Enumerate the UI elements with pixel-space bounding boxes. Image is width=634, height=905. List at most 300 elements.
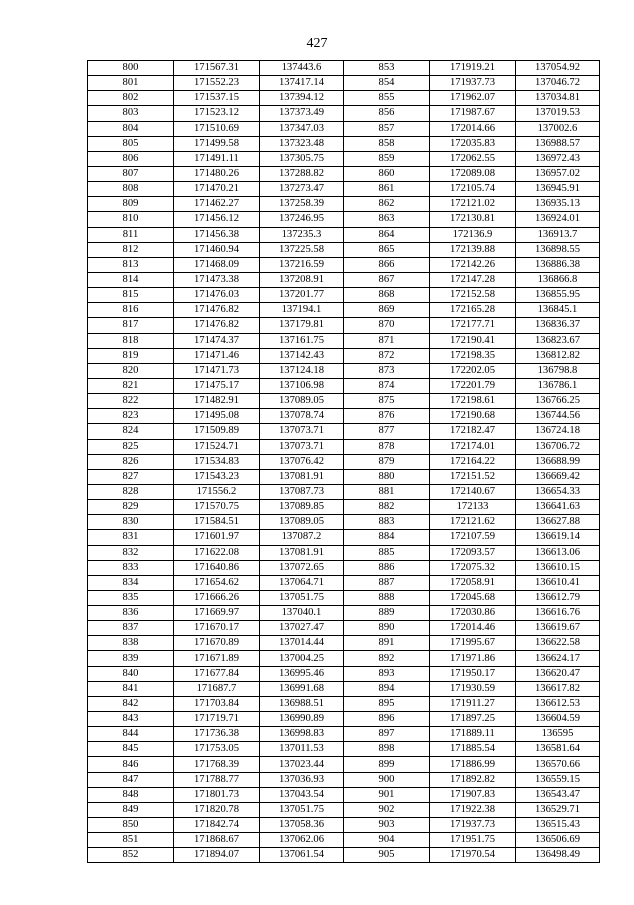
y-coordinate-cell: 137373.49: [260, 106, 344, 121]
y-coordinate-cell: 137142.43: [260, 348, 344, 363]
y-coordinate-cell: 136612.79: [516, 590, 600, 605]
table-row: [88, 742, 600, 757]
table-row: [88, 378, 600, 393]
point-number-cell: 897: [344, 727, 430, 742]
point-number-cell: 885: [344, 545, 430, 560]
coordinates-table-body: [88, 61, 600, 863]
point-number-cell: 843: [88, 712, 174, 727]
x-coordinate-cell: 171677.84: [174, 666, 260, 681]
y-coordinate-cell: 137072.65: [260, 560, 344, 575]
y-coordinate-cell: 137073.71: [260, 439, 344, 454]
x-coordinate-cell: 171951.75: [430, 833, 516, 848]
point-number-cell: 831: [88, 530, 174, 545]
y-coordinate-cell: 137062.06: [260, 833, 344, 848]
x-coordinate-cell: 171671.89: [174, 651, 260, 666]
x-coordinate-cell: 171523.12: [174, 106, 260, 121]
x-coordinate-cell: 172089.08: [430, 166, 516, 181]
point-number-cell: 892: [344, 651, 430, 666]
point-number-cell: 877: [344, 424, 430, 439]
x-coordinate-cell: 171894.07: [174, 848, 260, 863]
table-row: [88, 575, 600, 590]
point-number-cell: 809: [88, 197, 174, 212]
y-coordinate-cell: 136570.66: [516, 757, 600, 772]
point-number-cell: 850: [88, 818, 174, 833]
y-coordinate-cell: 137194.1: [260, 303, 344, 318]
y-coordinate-cell: 136595: [516, 727, 600, 742]
y-coordinate-cell: 137061.54: [260, 848, 344, 863]
table-row: [88, 772, 600, 787]
table-row: [88, 318, 600, 333]
x-coordinate-cell: 172164.22: [430, 454, 516, 469]
point-number-cell: 898: [344, 742, 430, 757]
x-coordinate-cell: 171482.91: [174, 394, 260, 409]
table-row: [88, 227, 600, 242]
point-number-cell: 878: [344, 439, 430, 454]
x-coordinate-cell: 172121.02: [430, 197, 516, 212]
y-coordinate-cell: 137051.75: [260, 590, 344, 605]
y-coordinate-cell: 136515.43: [516, 818, 600, 833]
y-coordinate-cell: 136581.64: [516, 742, 600, 757]
point-number-cell: 875: [344, 394, 430, 409]
x-coordinate-cell: 171885.54: [430, 742, 516, 757]
y-coordinate-cell: 136957.02: [516, 166, 600, 181]
x-coordinate-cell: 171788.77: [174, 772, 260, 787]
x-coordinate-cell: 171753.05: [174, 742, 260, 757]
x-coordinate-cell: 171892.82: [430, 772, 516, 787]
y-coordinate-cell: 136688.99: [516, 454, 600, 469]
point-number-cell: 820: [88, 363, 174, 378]
y-coordinate-cell: 137002.6: [516, 121, 600, 136]
x-coordinate-cell: 172147.28: [430, 272, 516, 287]
x-coordinate-cell: 171556.2: [174, 484, 260, 499]
y-coordinate-cell: 137089.05: [260, 515, 344, 530]
x-coordinate-cell: 172177.71: [430, 318, 516, 333]
x-coordinate-cell: 171476.03: [174, 288, 260, 303]
y-coordinate-cell: 137235.3: [260, 227, 344, 242]
table-row: [88, 106, 600, 121]
x-coordinate-cell: 171654.62: [174, 575, 260, 590]
point-number-cell: 872: [344, 348, 430, 363]
table-row: [88, 636, 600, 651]
point-number-cell: 893: [344, 666, 430, 681]
point-number-cell: 811: [88, 227, 174, 242]
point-number-cell: 884: [344, 530, 430, 545]
y-coordinate-cell: 137046.72: [516, 76, 600, 91]
point-number-cell: 876: [344, 409, 430, 424]
x-coordinate-cell: 171670.17: [174, 621, 260, 636]
x-coordinate-cell: 171456.38: [174, 227, 260, 242]
y-coordinate-cell: 137004.25: [260, 651, 344, 666]
table-row: [88, 61, 600, 76]
point-number-cell: 863: [344, 212, 430, 227]
table-row: [88, 590, 600, 605]
point-number-cell: 813: [88, 257, 174, 272]
point-number-cell: 899: [344, 757, 430, 772]
y-coordinate-cell: 136622.58: [516, 636, 600, 651]
y-coordinate-cell: 136559.15: [516, 772, 600, 787]
table-row: [88, 484, 600, 499]
point-number-cell: 882: [344, 500, 430, 515]
y-coordinate-cell: 136706.72: [516, 439, 600, 454]
point-number-cell: 864: [344, 227, 430, 242]
y-coordinate-cell: 136855.95: [516, 288, 600, 303]
x-coordinate-cell: 171820.78: [174, 802, 260, 817]
table-row: [88, 727, 600, 742]
table-row: [88, 787, 600, 802]
x-coordinate-cell: 171570.75: [174, 500, 260, 515]
y-coordinate-cell: 137087.73: [260, 484, 344, 499]
point-number-cell: 801: [88, 76, 174, 91]
point-number-cell: 869: [344, 303, 430, 318]
x-coordinate-cell: 171937.73: [430, 818, 516, 833]
table-row: [88, 469, 600, 484]
y-coordinate-cell: 136498.49: [516, 848, 600, 863]
point-number-cell: 874: [344, 378, 430, 393]
table-row: [88, 757, 600, 772]
y-coordinate-cell: 137034.81: [516, 91, 600, 106]
x-coordinate-cell: 172105.74: [430, 182, 516, 197]
x-coordinate-cell: 171495.08: [174, 409, 260, 424]
y-coordinate-cell: 136619.67: [516, 621, 600, 636]
x-coordinate-cell: 171889.11: [430, 727, 516, 742]
y-coordinate-cell: 136812.82: [516, 348, 600, 363]
point-number-cell: 849: [88, 802, 174, 817]
x-coordinate-cell: 172190.41: [430, 333, 516, 348]
y-coordinate-cell: 137043.54: [260, 787, 344, 802]
table-row: [88, 802, 600, 817]
x-coordinate-cell: 171670.89: [174, 636, 260, 651]
y-coordinate-cell: 136619.14: [516, 530, 600, 545]
point-number-cell: 836: [88, 606, 174, 621]
point-number-cell: 845: [88, 742, 174, 757]
x-coordinate-cell: 172202.05: [430, 363, 516, 378]
x-coordinate-cell: 171552.23: [174, 76, 260, 91]
x-coordinate-cell: 171886.99: [430, 757, 516, 772]
x-coordinate-cell: 171970.54: [430, 848, 516, 863]
y-coordinate-cell: 137394.12: [260, 91, 344, 106]
table-row: [88, 333, 600, 348]
table-row: [88, 515, 600, 530]
y-coordinate-cell: 137273.47: [260, 182, 344, 197]
x-coordinate-cell: 171509.89: [174, 424, 260, 439]
point-number-cell: 891: [344, 636, 430, 651]
y-coordinate-cell: 137347.03: [260, 121, 344, 136]
table-row: [88, 696, 600, 711]
point-number-cell: 883: [344, 515, 430, 530]
x-coordinate-cell: 171473.38: [174, 272, 260, 287]
table-row: [88, 136, 600, 151]
y-coordinate-cell: 137161.75: [260, 333, 344, 348]
x-coordinate-cell: 171937.73: [430, 76, 516, 91]
table-row: [88, 242, 600, 257]
y-coordinate-cell: 136616.76: [516, 606, 600, 621]
point-number-cell: 810: [88, 212, 174, 227]
point-number-cell: 894: [344, 681, 430, 696]
x-coordinate-cell: 171930.59: [430, 681, 516, 696]
y-coordinate-cell: 137443.6: [260, 61, 344, 76]
y-coordinate-cell: 137023.44: [260, 757, 344, 772]
table-row: [88, 76, 600, 91]
point-number-cell: 839: [88, 651, 174, 666]
table-row: [88, 848, 600, 863]
point-number-cell: 867: [344, 272, 430, 287]
point-number-cell: 804: [88, 121, 174, 136]
y-coordinate-cell: 136766.25: [516, 394, 600, 409]
point-number-cell: 827: [88, 469, 174, 484]
y-coordinate-cell: 136845.1: [516, 303, 600, 318]
x-coordinate-cell: 171995.67: [430, 636, 516, 651]
y-coordinate-cell: 137036.93: [260, 772, 344, 787]
x-coordinate-cell: 171842.74: [174, 818, 260, 833]
x-coordinate-cell: 171470.21: [174, 182, 260, 197]
point-number-cell: 860: [344, 166, 430, 181]
y-coordinate-cell: 137417.14: [260, 76, 344, 91]
y-coordinate-cell: 136990.89: [260, 712, 344, 727]
x-coordinate-cell: 171491.11: [174, 151, 260, 166]
x-coordinate-cell: 172035.83: [430, 136, 516, 151]
x-coordinate-cell: 172058.91: [430, 575, 516, 590]
x-coordinate-cell: 172075.32: [430, 560, 516, 575]
y-coordinate-cell: 137064.71: [260, 575, 344, 590]
y-coordinate-cell: 136610.15: [516, 560, 600, 575]
point-number-cell: 902: [344, 802, 430, 817]
x-coordinate-cell: 171703.84: [174, 696, 260, 711]
x-coordinate-cell: 172139.88: [430, 242, 516, 257]
x-coordinate-cell: 171950.17: [430, 666, 516, 681]
point-number-cell: 832: [88, 545, 174, 560]
point-number-cell: 834: [88, 575, 174, 590]
y-coordinate-cell: 137258.39: [260, 197, 344, 212]
y-coordinate-cell: 136786.1: [516, 378, 600, 393]
point-number-cell: 806: [88, 151, 174, 166]
x-coordinate-cell: 172121.62: [430, 515, 516, 530]
point-number-cell: 830: [88, 515, 174, 530]
y-coordinate-cell: 137019.53: [516, 106, 600, 121]
point-number-cell: 800: [88, 61, 174, 76]
table-row: [88, 681, 600, 696]
y-coordinate-cell: 137087.2: [260, 530, 344, 545]
y-coordinate-cell: 136612.53: [516, 696, 600, 711]
x-coordinate-cell: 172030.86: [430, 606, 516, 621]
point-number-cell: 848: [88, 787, 174, 802]
table-row: [88, 288, 600, 303]
y-coordinate-cell: 137081.91: [260, 545, 344, 560]
x-coordinate-cell: 172062.55: [430, 151, 516, 166]
x-coordinate-cell: 171719.71: [174, 712, 260, 727]
point-number-cell: 803: [88, 106, 174, 121]
point-number-cell: 814: [88, 272, 174, 287]
y-coordinate-cell: 136866.8: [516, 272, 600, 287]
x-coordinate-cell: 172198.35: [430, 348, 516, 363]
y-coordinate-cell: 136945.91: [516, 182, 600, 197]
table-row: [88, 712, 600, 727]
y-coordinate-cell: 136610.41: [516, 575, 600, 590]
point-number-cell: 854: [344, 76, 430, 91]
point-number-cell: 815: [88, 288, 174, 303]
point-number-cell: 812: [88, 242, 174, 257]
point-number-cell: 896: [344, 712, 430, 727]
x-coordinate-cell: 172014.66: [430, 121, 516, 136]
x-coordinate-cell: 172151.52: [430, 469, 516, 484]
x-coordinate-cell: 171480.26: [174, 166, 260, 181]
x-coordinate-cell: 171476.82: [174, 303, 260, 318]
x-coordinate-cell: 172190.68: [430, 409, 516, 424]
table-row: [88, 394, 600, 409]
table-row: [88, 121, 600, 136]
y-coordinate-cell: 137089.05: [260, 394, 344, 409]
point-number-cell: 858: [344, 136, 430, 151]
y-coordinate-cell: 136972.43: [516, 151, 600, 166]
x-coordinate-cell: 171510.69: [174, 121, 260, 136]
y-coordinate-cell: 136898.55: [516, 242, 600, 257]
y-coordinate-cell: 136823.67: [516, 333, 600, 348]
x-coordinate-cell: 172152.58: [430, 288, 516, 303]
y-coordinate-cell: 136617.82: [516, 681, 600, 696]
point-number-cell: 870: [344, 318, 430, 333]
y-coordinate-cell: 136654.33: [516, 484, 600, 499]
y-coordinate-cell: 136506.69: [516, 833, 600, 848]
y-coordinate-cell: 137201.77: [260, 288, 344, 303]
y-coordinate-cell: 137106.98: [260, 378, 344, 393]
x-coordinate-cell: 171601.97: [174, 530, 260, 545]
table-row: [88, 500, 600, 515]
table-row: [88, 606, 600, 621]
x-coordinate-cell: 172136.9: [430, 227, 516, 242]
y-coordinate-cell: 136995.46: [260, 666, 344, 681]
x-coordinate-cell: 171499.58: [174, 136, 260, 151]
table-row: [88, 409, 600, 424]
x-coordinate-cell: 171669.97: [174, 606, 260, 621]
point-number-cell: 826: [88, 454, 174, 469]
table-row: [88, 348, 600, 363]
x-coordinate-cell: 172174.01: [430, 439, 516, 454]
point-number-cell: 889: [344, 606, 430, 621]
point-number-cell: 835: [88, 590, 174, 605]
y-coordinate-cell: 137179.81: [260, 318, 344, 333]
point-number-cell: 886: [344, 560, 430, 575]
y-coordinate-cell: 137208.91: [260, 272, 344, 287]
x-coordinate-cell: 171474.37: [174, 333, 260, 348]
y-coordinate-cell: 137288.82: [260, 166, 344, 181]
point-number-cell: 895: [344, 696, 430, 711]
y-coordinate-cell: 137014.44: [260, 636, 344, 651]
table-row: [88, 363, 600, 378]
point-number-cell: 842: [88, 696, 174, 711]
table-row: [88, 666, 600, 681]
table-row: [88, 621, 600, 636]
point-number-cell: 838: [88, 636, 174, 651]
point-number-cell: 879: [344, 454, 430, 469]
point-number-cell: 847: [88, 772, 174, 787]
point-number-cell: 859: [344, 151, 430, 166]
y-coordinate-cell: 137040.1: [260, 606, 344, 621]
y-coordinate-cell: 137323.48: [260, 136, 344, 151]
point-number-cell: 866: [344, 257, 430, 272]
y-coordinate-cell: 137011.53: [260, 742, 344, 757]
y-coordinate-cell: 137073.71: [260, 424, 344, 439]
point-number-cell: 823: [88, 409, 174, 424]
y-coordinate-cell: 137027.47: [260, 621, 344, 636]
point-number-cell: 873: [344, 363, 430, 378]
point-number-cell: 865: [344, 242, 430, 257]
table-row: [88, 151, 600, 166]
point-number-cell: 856: [344, 106, 430, 121]
point-number-cell: 855: [344, 91, 430, 106]
point-number-cell: 829: [88, 500, 174, 515]
x-coordinate-cell: 172133: [430, 500, 516, 515]
point-number-cell: 900: [344, 772, 430, 787]
point-number-cell: 841: [88, 681, 174, 696]
x-coordinate-cell: 171868.67: [174, 833, 260, 848]
table-row: [88, 439, 600, 454]
table-row: [88, 530, 600, 545]
point-number-cell: 861: [344, 182, 430, 197]
x-coordinate-cell: 172107.59: [430, 530, 516, 545]
x-coordinate-cell: 172142.26: [430, 257, 516, 272]
table-row: [88, 651, 600, 666]
y-coordinate-cell: 136924.01: [516, 212, 600, 227]
y-coordinate-cell: 136627.88: [516, 515, 600, 530]
y-coordinate-cell: 137081.91: [260, 469, 344, 484]
table-row: [88, 454, 600, 469]
x-coordinate-cell: 171584.51: [174, 515, 260, 530]
point-number-cell: 828: [88, 484, 174, 499]
x-coordinate-cell: 171534.83: [174, 454, 260, 469]
x-coordinate-cell: 171911.27: [430, 696, 516, 711]
table-row: [88, 212, 600, 227]
y-coordinate-cell: 136998.83: [260, 727, 344, 742]
x-coordinate-cell: 171987.67: [430, 106, 516, 121]
table-row: [88, 182, 600, 197]
table-row: [88, 818, 600, 833]
point-number-cell: 822: [88, 394, 174, 409]
point-number-cell: 887: [344, 575, 430, 590]
y-coordinate-cell: 137216.59: [260, 257, 344, 272]
x-coordinate-cell: 171919.21: [430, 61, 516, 76]
y-coordinate-cell: 137076.42: [260, 454, 344, 469]
x-coordinate-cell: 172198.61: [430, 394, 516, 409]
point-number-cell: 851: [88, 833, 174, 848]
y-coordinate-cell: 137305.75: [260, 151, 344, 166]
point-number-cell: 888: [344, 590, 430, 605]
point-number-cell: 844: [88, 727, 174, 742]
y-coordinate-cell: 136991.68: [260, 681, 344, 696]
x-coordinate-cell: 171471.73: [174, 363, 260, 378]
x-coordinate-cell: 171476.82: [174, 318, 260, 333]
point-number-cell: 824: [88, 424, 174, 439]
x-coordinate-cell: 171468.09: [174, 257, 260, 272]
point-number-cell: 805: [88, 136, 174, 151]
table-row: [88, 91, 600, 106]
x-coordinate-cell: 171971.86: [430, 651, 516, 666]
y-coordinate-cell: 136988.57: [516, 136, 600, 151]
y-coordinate-cell: 136744.56: [516, 409, 600, 424]
point-number-cell: 853: [344, 61, 430, 76]
point-number-cell: 833: [88, 560, 174, 575]
y-coordinate-cell: 136529.71: [516, 802, 600, 817]
point-number-cell: 816: [88, 303, 174, 318]
x-coordinate-cell: 171801.73: [174, 787, 260, 802]
point-number-cell: 821: [88, 378, 174, 393]
point-number-cell: 802: [88, 91, 174, 106]
y-coordinate-cell: 137124.18: [260, 363, 344, 378]
point-number-cell: 808: [88, 182, 174, 197]
point-number-cell: 840: [88, 666, 174, 681]
x-coordinate-cell: 171567.31: [174, 61, 260, 76]
y-coordinate-cell: 137089.85: [260, 500, 344, 515]
y-coordinate-cell: 136620.47: [516, 666, 600, 681]
x-coordinate-cell: 171962.07: [430, 91, 516, 106]
